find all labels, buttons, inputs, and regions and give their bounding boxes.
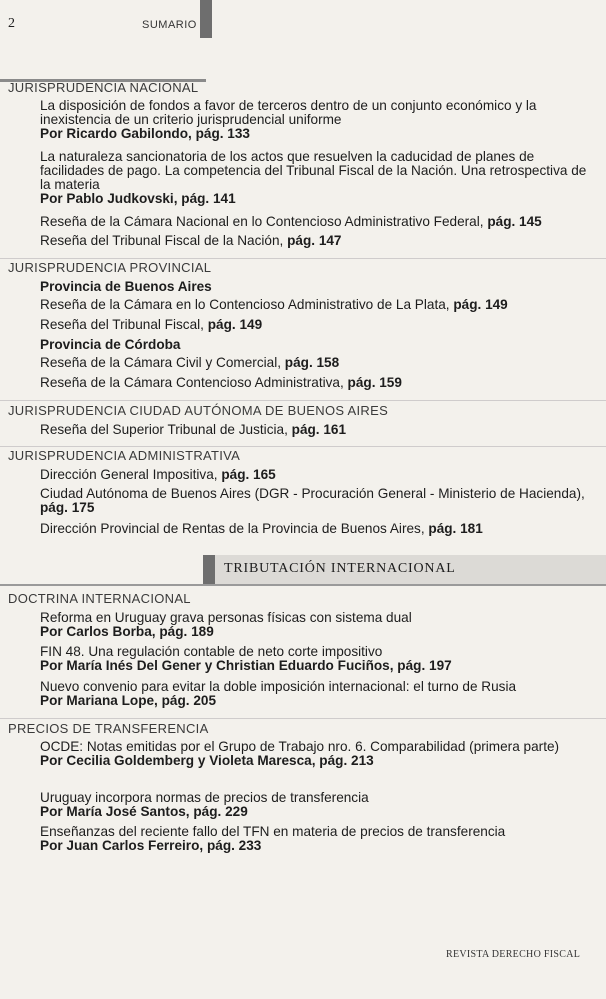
toc-entry[interactable] (40, 423, 600, 437)
entry-title: Reseña de la Cámara en lo Contencioso Administrativo de La Plata, (40, 297, 450, 312)
entry-author: Por María José Santos, pág. 229 (40, 804, 248, 819)
toc-entry[interactable] (40, 740, 600, 768)
section-rule (0, 718, 606, 719)
header-bar (200, 0, 212, 38)
entry-title: Reseña de la Cámara Nacional en lo Contencioso Administrativo Federal, (40, 214, 484, 229)
banner-tributacion-internacional: TRIBUTACIÓN INTERNACIONAL (224, 561, 456, 576)
banner-rule (0, 584, 606, 586)
toc-entry[interactable] (40, 611, 600, 639)
entry-title: Dirección General Impositiva, (40, 467, 218, 482)
entry-title: Reseña del Tribunal Fiscal de la Nación, (40, 233, 284, 248)
section-title-jurisprudencia-nacional: JURISPRUDENCIA NACIONAL (8, 80, 199, 95)
entry-author: Por Pablo Judkovski, pág. 141 (40, 191, 236, 206)
entry-page: pág. 161 (291, 422, 347, 437)
section-rule (0, 446, 606, 447)
entry-title: Reseña de la Cámara Contencioso Administrativa, (40, 375, 344, 390)
toc-entry[interactable] (40, 791, 600, 819)
entry-title: Ciudad Autónoma de Buenos Aires (DGR - Procuración General - Ministerio de Hacienda), (40, 486, 585, 501)
section-rule (0, 258, 606, 259)
entry-title: Uruguay incorpora normas de precios de transferencia (40, 790, 369, 805)
subsection-provincia-buenos-aires: Provincia de Buenos Aires (40, 279, 212, 294)
toc-entry[interactable] (40, 468, 600, 482)
entry-title: FIN 48. Una regulación contable de neto corte impositivo (40, 644, 383, 659)
header-label: SUMARIO (142, 19, 197, 31)
toc-entry[interactable] (40, 215, 600, 229)
toc-entry[interactable] (40, 318, 600, 332)
entry-title: La naturaleza sancionatoria de los actos que resuelven la caducidad de planes de facilidades de pago. La competencia del Tribunal Fiscal de la Nación. Una retrospectiva de la materia (40, 149, 587, 192)
toc-entry[interactable] (40, 99, 600, 141)
page-number: 2 (8, 16, 15, 31)
section-title-jurisprudencia-provincial: JURISPRUDENCIA PROVINCIAL (8, 260, 212, 275)
entry-author: Por María Inés Del Gener y Christian Eduardo Fuciños, pág. 197 (40, 658, 452, 673)
entry-title: Dirección Provincial de Rentas de la Provincia de Buenos Aires, (40, 521, 425, 536)
section-rule (0, 400, 606, 401)
toc-entry[interactable] (40, 680, 600, 708)
entry-title: Reforma en Uruguay grava personas físicas con sistema dual (40, 610, 412, 625)
entry-author: Por Mariana Lope, pág. 205 (40, 693, 217, 708)
entry-title: Reseña de la Cámara Civil y Comercial, (40, 355, 281, 370)
entry-author: Por Cecilia Goldemberg y Violeta Maresca, pág. 213 (40, 753, 374, 768)
subsection-provincia-cordoba: Provincia de Córdoba (40, 337, 181, 352)
entry-page: pág. 147 (287, 233, 342, 248)
toc-entry[interactable] (40, 298, 600, 312)
entry-title: Reseña del Tribunal Fiscal, (40, 317, 204, 332)
banner-bar (203, 555, 215, 584)
toc-entry[interactable] (40, 825, 600, 853)
toc-entry[interactable] (40, 150, 600, 206)
entry-author: Por Carlos Borba, pág. 189 (40, 624, 214, 639)
entry-title: Reseña del Superior Tribunal de Justicia, (40, 422, 288, 437)
entry-title: Nuevo convenio para evitar la doble imposición internacional: el turno de Rusia (40, 679, 517, 694)
entry-page: pág. 181 (428, 521, 483, 536)
entry-author: Por Ricardo Gabilondo, pág. 133 (40, 126, 250, 141)
toc-entry[interactable] (40, 356, 600, 370)
toc-entry[interactable] (40, 487, 600, 515)
entry-author: Por Juan Carlos Ferreiro, pág. 233 (40, 838, 262, 853)
entry-page: pág. 149 (453, 297, 508, 312)
toc-entry[interactable] (40, 645, 600, 673)
entry-page: pág. 165 (221, 467, 276, 482)
section-title-precios-de-transferencia: PRECIOS DE TRANSFERENCIA (8, 721, 209, 736)
entry-title: Enseñanzas del reciente fallo del TFN en materia de precios de transferencia (40, 824, 506, 839)
toc-entry[interactable] (40, 234, 600, 248)
entry-title: La disposición de fondos a favor de terceros dentro de un conjunto económico y la inexistencia de un criterio jurisprudencial uniforme (40, 98, 537, 127)
section-title-doctrina-internacional: DOCTRINA INTERNACIONAL (8, 591, 191, 606)
toc-entry[interactable] (40, 376, 600, 390)
entry-page: pág. 158 (284, 355, 340, 370)
entry-page: pág. 145 (487, 214, 542, 229)
section-title-jurisprudencia-administrativa: JURISPRUDENCIA ADMINISTRATIVA (8, 448, 241, 463)
section-title-jurisprudencia-caba: JURISPRUDENCIA CIUDAD AUTÓNOMA DE BUENOS AIRES (8, 403, 389, 418)
toc-entry[interactable] (40, 522, 600, 536)
entry-page: pág. 175 (40, 500, 95, 515)
entry-page: pág. 159 (347, 375, 402, 390)
entry-title: OCDE: Notas emitidas por el Grupo de Trabajo nro. 6. Comparabilidad (primera parte) (40, 739, 560, 754)
footer-journal-name: REVISTA DERECHO FISCAL (446, 949, 581, 960)
entry-page: pág. 149 (207, 317, 263, 332)
